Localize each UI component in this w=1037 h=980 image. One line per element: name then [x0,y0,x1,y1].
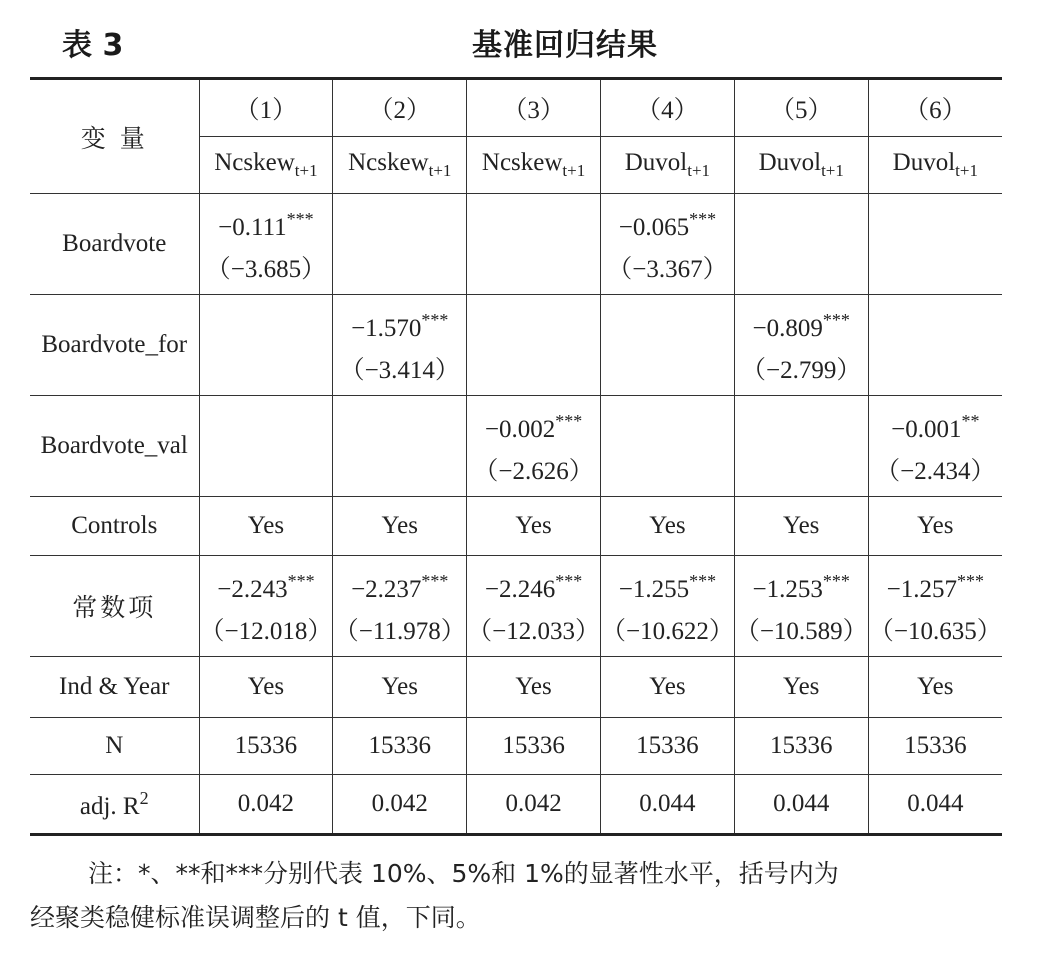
controls-row [30,497,1002,556]
coef-cell: −0.065*** （−3.367） [600,194,734,295]
coef-cell: −1.257*** （−10.635） [868,556,1002,657]
table-cell: 15336 [199,718,333,775]
coef-cell: −0.001** （−2.434） [868,396,1002,497]
coef-cell [199,396,333,497]
table-cell: Yes [734,657,868,718]
regression-table [30,77,1002,836]
table-row [30,194,1002,295]
row-label: Boardvote [30,194,199,295]
table-cell: 0.044 [868,775,1002,835]
coef-cell [199,295,333,396]
coef-cell [868,295,1002,396]
coef-cell [333,194,467,295]
table-number: 表 3 [62,28,124,63]
dependent-variable: Ncskew$_{t+1}$ [333,137,467,194]
coef-cell [467,295,601,396]
table-row [30,396,1002,497]
coef-cell [600,396,734,497]
variable-header: 变 量 [30,79,199,194]
fixed-effects-row [30,657,1002,718]
coef-cell: −2.243*** （−12.018） [199,556,333,657]
table-cell: 0.042 [333,775,467,835]
table-cell: Yes [199,497,333,556]
dependent-variable: Duvol$_{t+1}$ [868,137,1002,194]
table-cell: 15336 [333,718,467,775]
coef-cell: −1.255*** （−10.622） [600,556,734,657]
coef-cell: −1.253*** （−10.589） [734,556,868,657]
table-title: 基准回归结果 [472,28,658,63]
table-cell: 0.042 [199,775,333,835]
row-label: adj. $R^2$ [30,775,199,835]
table-cell: Yes [467,657,601,718]
table-cell: 0.044 [734,775,868,835]
coef-cell [734,194,868,295]
table-cell: 15336 [467,718,601,775]
column-number: （4） [600,79,734,137]
coef-cell: −1.570*** （−3.414） [333,295,467,396]
coef-cell [600,295,734,396]
table-note [30,852,1010,940]
coef-cell [868,194,1002,295]
note-line: 注：*、**和***分别代表 10%、5%和 1%的显著性水平，括号内为 [88,859,839,888]
row-label: 常数项 [30,556,199,657]
table-cell: Yes [333,657,467,718]
coef-cell: −0.809*** （−2.799） [734,295,868,396]
table-cell: 0.042 [467,775,601,835]
note-line: 经聚类稳健标准误调整后的 t 值，下同。 [30,903,481,932]
coef-cell [467,194,601,295]
table-cell: Yes [734,497,868,556]
coef-cell: −2.246*** （−12.033） [467,556,601,657]
row-label: N [30,718,199,775]
coef-cell: −0.111*** （−3.685） [199,194,333,295]
row-label: Controls [30,497,199,556]
column-number: （5） [734,79,868,137]
row-label: Ind & Year [30,657,199,718]
table-cell: Yes [467,497,601,556]
coef-cell [734,396,868,497]
table-cell: 15336 [868,718,1002,775]
observations-row [30,718,1002,775]
table-caption [0,16,1037,66]
dependent-variable: Duvol$_{t+1}$ [600,137,734,194]
table-cell: 0.044 [600,775,734,835]
row-label: Boardvote_for [30,295,199,396]
coef-cell: −2.237*** （−11.978） [333,556,467,657]
dependent-variable: Ncskew$_{t+1}$ [467,137,601,194]
dependent-variable: Ncskew$_{t+1}$ [199,137,333,194]
column-number: （1） [199,79,333,137]
dependent-variable: Duvol$_{t+1}$ [734,137,868,194]
table-cell: Yes [600,497,734,556]
coef-cell [333,396,467,497]
column-number: （2） [333,79,467,137]
table-cell: Yes [868,657,1002,718]
table-cell: 15336 [734,718,868,775]
table-cell: Yes [868,497,1002,556]
table-cell: Yes [333,497,467,556]
table-cell: Yes [199,657,333,718]
column-number: （6） [868,79,1002,137]
coef-cell: −0.002*** （−2.626） [467,396,601,497]
adj-r2-row [30,775,1002,835]
table-cell: Yes [600,657,734,718]
table-row [30,295,1002,396]
column-number-row [30,79,1002,137]
constant-row [30,556,1002,657]
row-label: Boardvote_val [30,396,199,497]
column-number: （3） [467,79,601,137]
table-cell: 15336 [600,718,734,775]
